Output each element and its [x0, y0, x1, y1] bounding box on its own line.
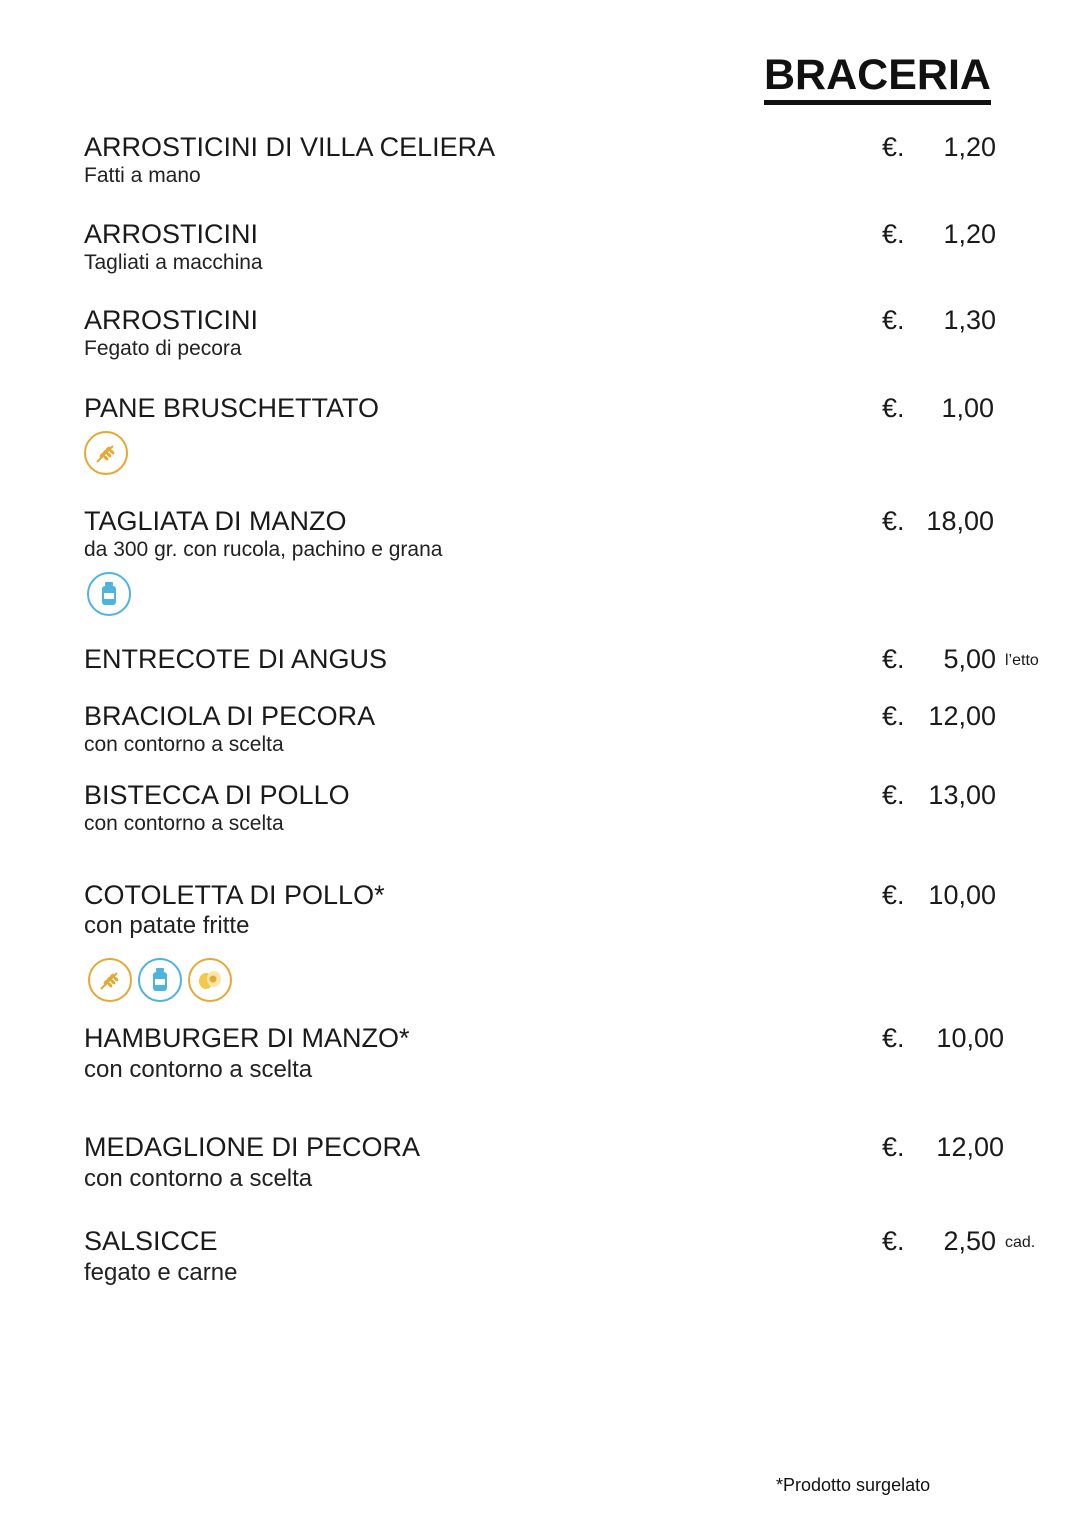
item-price: 10,00	[936, 1023, 1004, 1053]
item-name: PANE BRUSCHETTATO	[84, 393, 380, 423]
item-name: ARROSTICINI	[84, 305, 259, 335]
item-price: 2,50	[943, 1226, 996, 1256]
currency-symbol: €.	[882, 219, 905, 249]
price-unit: cad.	[1005, 1234, 1036, 1251]
item-name: BISTECCA DI POLLO	[84, 780, 350, 810]
item-description: da 300 gr. con rucola, pachino e grana	[84, 538, 443, 561]
currency-symbol: €.	[882, 1132, 905, 1162]
item-description: Fegato di pecora	[84, 337, 242, 360]
milk-icon	[138, 958, 182, 1002]
currency-symbol: €.	[882, 1023, 905, 1053]
allergen-icons	[88, 958, 232, 1002]
item-description: con contorno a scelta	[84, 1165, 313, 1192]
item-price: 12,00	[928, 701, 996, 731]
item-name: ARROSTICINI	[84, 219, 259, 249]
item-name: ENTRECOTE DI ANGUS	[84, 644, 388, 674]
item-price: 13,00	[928, 780, 996, 810]
item-price: 1,30	[943, 305, 996, 335]
item-price: 1,00	[941, 393, 994, 423]
item-name: COTOLETTA DI POLLO*	[84, 880, 385, 910]
item-price: 5,00	[943, 644, 996, 674]
item-price: 1,20	[943, 219, 996, 249]
currency-symbol: €.	[882, 132, 905, 162]
item-name: TAGLIATA DI MANZO	[84, 506, 347, 536]
currency-symbol: €.	[882, 506, 905, 536]
price-unit: l’etto	[1005, 652, 1039, 669]
milk-icon	[87, 572, 131, 616]
item-name: MEDAGLIONE DI PECORA	[84, 1132, 421, 1162]
item-price: 10,00	[928, 880, 996, 910]
currency-symbol: €.	[882, 880, 905, 910]
item-name: BRACIOLA DI PECORA	[84, 701, 376, 731]
wheat-icon	[84, 431, 128, 475]
currency-symbol: €.	[882, 1226, 905, 1256]
item-description: con contorno a scelta	[84, 733, 284, 756]
item-name: HAMBURGER DI MANZO*	[84, 1023, 410, 1053]
page-title: BRACERIA	[764, 50, 991, 105]
item-price: 18,00	[926, 506, 994, 536]
item-description: Tagliati a macchina	[84, 251, 263, 274]
footnote: *Prodotto surgelato	[776, 1475, 931, 1495]
item-name: ARROSTICINI DI VILLA CELIERA	[84, 132, 496, 162]
currency-symbol: €.	[882, 780, 905, 810]
currency-symbol: €.	[882, 305, 905, 335]
item-price: 1,20	[943, 132, 996, 162]
item-description: con contorno a scelta	[84, 812, 284, 835]
item-description: fegato e carne	[84, 1259, 238, 1286]
allergen-icons	[87, 572, 131, 616]
allergen-icons	[84, 431, 128, 475]
item-description: con patate fritte	[84, 912, 250, 939]
item-price: 12,00	[936, 1132, 1004, 1162]
item-name: SALSICCE	[84, 1226, 218, 1256]
item-description: Fatti a mano	[84, 164, 201, 187]
wheat-icon	[88, 958, 132, 1002]
currency-symbol: €.	[882, 393, 905, 423]
currency-symbol: €.	[882, 701, 905, 731]
currency-symbol: €.	[882, 644, 905, 674]
item-description: con contorno a scelta	[84, 1056, 313, 1083]
egg-icon	[188, 958, 232, 1002]
